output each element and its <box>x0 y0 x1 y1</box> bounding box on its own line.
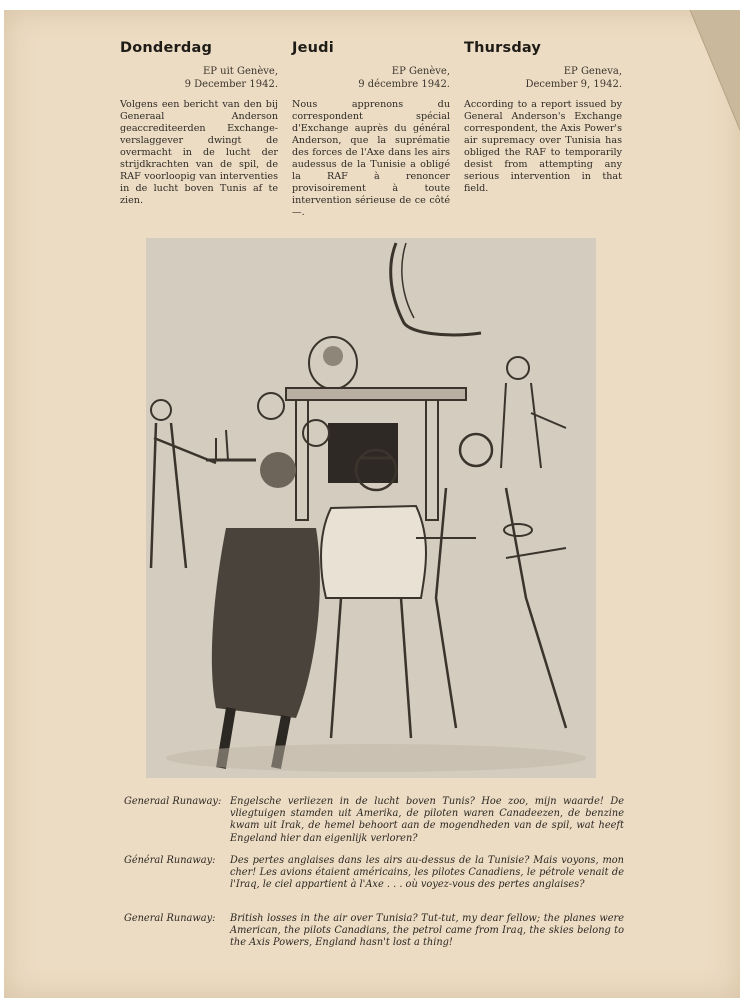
dateline: EP Geneva, December 9, 1942. <box>525 66 622 90</box>
caption-dutch <box>124 796 624 845</box>
cartoon-drawing <box>146 238 596 778</box>
dateline: EP uit Genève, 9 December 1942. <box>184 66 278 90</box>
column-heading: Donderdag <box>120 40 213 56</box>
caption-text: British losses in the air over Tunisia? Tut-tut, my dear fellow; the planes were American, the pilots Canadians, the petrol came from Iraq, the skies belong to the Axis Powers, England hasn't lost a thing! <box>230 913 624 949</box>
column-body: Volgens een bericht van den bij Generaal Anderson geaccrediteerden Exchange-verslaggever dwingt de overmacht in de lucht der strijdkrachten van de spil, de RAF voorloopig van interventies in de lucht boven Tunis af te zien. <box>120 99 278 206</box>
caption-text: Des pertes anglaises dans les airs au-dessus de la Tunisie? Mais voyons, mon cher! Les avions étaient américains, les pilotes Canadiens, le pétrole venait de l'Iraq, le ciel appartient à l'Axe . . . où voyez-vous des pertes anglaises? <box>230 855 624 891</box>
column-english <box>464 40 622 195</box>
caption-text: Engelsche verliezen in de lucht boven Tunis? Hoe zoo, mijn waarde! De vliegtuigen stamden uit Amerika, de piloten waren Canadeezen, de benzine kwam uit Irak, de hemel behoort aan de mogendheden van de spil, wat heeft Engeland hier dan eigenlijk verloren? <box>230 796 624 844</box>
caption-french <box>124 855 624 892</box>
column-heading: Thursday <box>464 40 542 56</box>
caption-speaker: General Runaway: <box>124 913 216 924</box>
caption-speaker: Generaal Runaway: <box>124 796 222 807</box>
caption-speaker: Général Runaway: <box>124 855 216 866</box>
column-french <box>292 40 450 219</box>
dateline: EP Genève, 9 décembre 1942. <box>358 66 450 90</box>
column-body: According to a report issued by General Anderson's Exchange correspondent, the Axis Power's air supremacy over Tunisia has obliged the RAF to temporarily desist from attempting any serious intervention in that field. <box>464 99 622 194</box>
column-body: Nous apprenons du correspondent spécial d'Exchange auprès du général Anderson, que la suprématie des forces de l'Axe dans les airs audessus de la Tunisie a obligé la RAF à renoncer provisoirement à toute intervention sérieuse de ce côté —. <box>292 99 450 218</box>
folded-corner <box>670 10 740 130</box>
column-dutch <box>120 40 278 207</box>
caption-english <box>124 913 624 950</box>
column-heading: Jeudi <box>292 40 334 56</box>
cartoon-illustration <box>146 238 596 778</box>
